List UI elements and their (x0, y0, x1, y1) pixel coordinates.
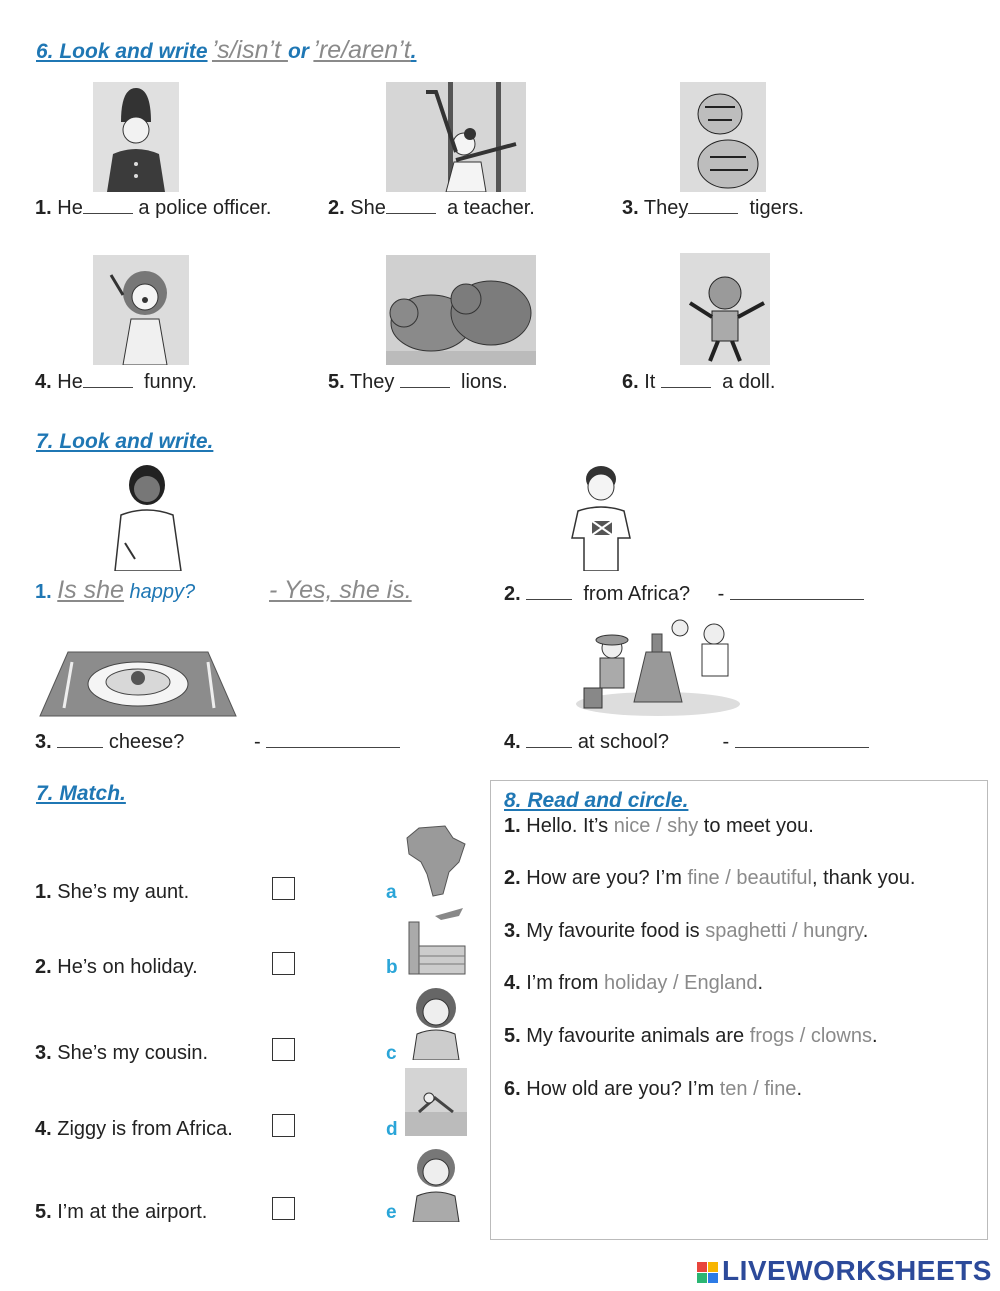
cousin-picture (405, 984, 467, 1060)
match-item-3: 3. She’s my cousin. (35, 1042, 209, 1064)
circle-option-4b[interactable]: England (684, 972, 758, 994)
match-checkbox-5[interactable] (272, 1197, 295, 1220)
clown-picture (93, 255, 189, 365)
match-checkbox-2[interactable] (272, 952, 295, 975)
s6-item-3: 3. They tigers. (622, 197, 804, 219)
circle-item-5: 5. My favourite animals are frogs / clowns. (504, 1025, 878, 1047)
match-checkbox-3[interactable] (272, 1038, 295, 1061)
circle-item-3: 3. My favourite food is spaghetti / hungry. (504, 920, 869, 942)
s6-blank-2[interactable] (386, 195, 436, 214)
s6-item-5: 5. They lions. (328, 371, 508, 393)
s6-item-6: 6. It a doll. (622, 371, 776, 393)
s7-example-answer: - Yes, she is. (269, 576, 412, 604)
holiday-beach-picture (405, 1068, 467, 1136)
woman-picture (105, 463, 185, 571)
boy-picture (568, 463, 634, 571)
section6-option1: ’s/isn’t (211, 36, 288, 64)
match-letter-c: c (386, 1043, 397, 1064)
match-item-5: 5. I’m at the airport. (35, 1201, 208, 1223)
s6-item-4: 4. He funny. (35, 371, 197, 393)
s6-item-2: 2. She a teacher. (328, 197, 535, 219)
s6-blank-6[interactable] (661, 369, 711, 388)
s7-blank-2b[interactable] (730, 581, 864, 600)
read-and-circle-box (490, 780, 988, 1240)
match-checkbox-1[interactable] (272, 877, 295, 900)
section7a-title: 7. Look and write. (36, 430, 214, 453)
circle-option-2b[interactable]: beautiful (736, 867, 812, 889)
teacher-picture (386, 82, 526, 192)
circle-option-3a[interactable]: spaghetti (705, 920, 787, 942)
s7-item-2: 2. from Africa? - (504, 581, 864, 606)
match-letter-e: e (386, 1202, 397, 1223)
africa-map-picture (405, 824, 467, 898)
s7-blank-2a[interactable] (526, 581, 572, 600)
s7-blank-3b[interactable] (266, 729, 400, 748)
circle-option-5a[interactable]: frogs (749, 1025, 795, 1047)
s6-item-1: 1. He a police officer. (35, 197, 272, 219)
children-beach-picture (574, 612, 742, 716)
s7-blank-3a[interactable] (57, 729, 103, 748)
s7-blank-4a[interactable] (526, 729, 572, 748)
s6-blank-1[interactable] (83, 195, 133, 214)
s7-blank-4b[interactable] (735, 729, 869, 748)
section6-option2: ’re/aren’t (313, 36, 411, 64)
s6-blank-4[interactable] (83, 369, 133, 388)
aunt-picture (405, 1144, 467, 1222)
section6-title: 6. Look and write (36, 40, 208, 63)
circle-option-6b[interactable]: fine (764, 1078, 797, 1100)
tigers-picture (680, 82, 766, 192)
circle-option-5b[interactable]: clowns (810, 1025, 872, 1047)
section6-or: or (287, 40, 309, 63)
match-checkbox-4[interactable] (272, 1114, 295, 1137)
circle-option-1b[interactable]: shy (667, 815, 699, 837)
match-item-2: 2. He’s on holiday. (35, 956, 198, 978)
logo-icon (697, 1262, 718, 1283)
circle-option-1a[interactable]: nice (613, 815, 651, 837)
s7-example-1: 1. Is she happy? (35, 576, 196, 604)
match-letter-d: d (386, 1119, 398, 1140)
bears-picture (386, 255, 536, 365)
circle-item-6: 6. How old are you? I’m ten / fine. (504, 1078, 802, 1100)
police-officer-picture (93, 82, 179, 192)
logo-text: LIVEWORKSHEETS (722, 1255, 992, 1286)
match-letter-b: b (386, 957, 398, 978)
match-item-4: 4. Ziggy is from Africa. (35, 1118, 233, 1140)
match-item-1: 1. She’s my aunt. (35, 881, 190, 903)
liveworksheets-logo (697, 1255, 992, 1287)
doll-picture (680, 253, 770, 365)
spaghetti-picture (38, 650, 238, 718)
s7-item-4: 4. at school? - (504, 729, 869, 754)
s6-blank-3[interactable] (688, 195, 738, 214)
section6-period: . (410, 40, 417, 63)
s7-item-3: 3. cheese? - (35, 729, 400, 754)
airport-picture (405, 906, 467, 976)
circle-option-6a[interactable]: ten (719, 1078, 748, 1100)
circle-item-2: 2. How are you? I’m fine / beautiful, thank you. (504, 867, 916, 889)
section8-title: 8. Read and circle. (504, 789, 689, 812)
s6-blank-5[interactable] (400, 369, 450, 388)
circle-item-4: 4. I’m from holiday / England. (504, 972, 764, 994)
circle-option-3b[interactable]: hungry (803, 920, 863, 942)
match-letter-a: a (386, 882, 397, 903)
circle-option-4a[interactable]: holiday (604, 972, 668, 994)
section7b-title: 7. Match. (36, 782, 126, 805)
circle-option-2a[interactable]: fine (687, 867, 720, 889)
circle-item-1: 1. Hello. It’s nice / shy to meet you. (504, 815, 814, 837)
section6-heading (36, 36, 417, 65)
